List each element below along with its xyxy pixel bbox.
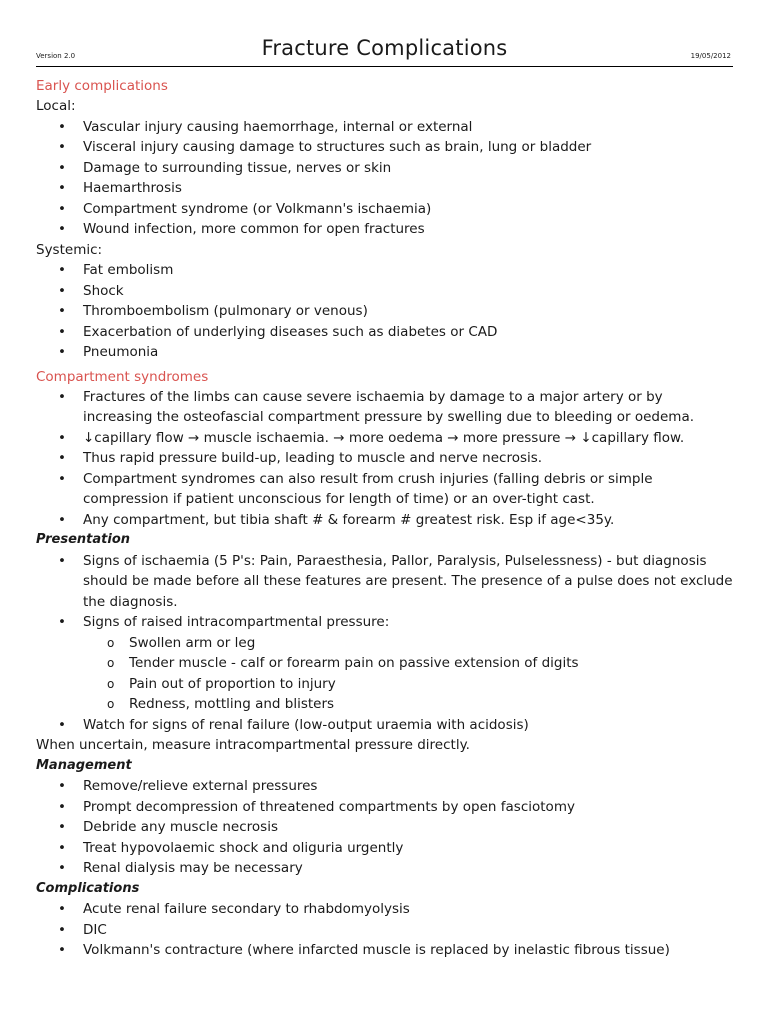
page-header — [36, 36, 733, 67]
sub-list-item: o Tender muscle - calf or forearm pain on passive extension of digits — [107, 655, 579, 671]
presentation-list — [36, 551, 736, 736]
systemic-label: Systemic: — [36, 241, 103, 258]
list-item: • Compartment syndrome (or Volkmann's ischaemia) — [58, 200, 432, 217]
early-complications-heading: Early complications — [36, 78, 168, 94]
compartment-syndromes-heading: Compartment syndromes — [36, 368, 209, 385]
systemic-list — [36, 260, 736, 363]
list-item: • Signs of ischaemia (5 P's: Pain, Paraesthesia, Pallor, Paralysis, Pulselessness) - but diagnosis should be made before all these features are present. The presence of a pulse does not exclude the diagnosis. — [58, 552, 733, 610]
complications-heading: Complications — [36, 880, 140, 896]
local-label: Local: — [36, 98, 76, 114]
list-item: • Acute renal failure secondary to rhabdomyolysis — [58, 901, 410, 917]
management-list — [36, 776, 736, 879]
list-item: • Debride any muscle necrosis — [58, 819, 278, 835]
list-item: • ↓capillary flow → muscle ischaemia. → more oedema → more pressure → ↓capillary flow. — [58, 429, 685, 446]
list-item: • Watch for signs of renal failure (low-output uraemia with acidosis) — [58, 716, 529, 733]
complications-list — [36, 899, 736, 961]
list-item: • Haemarthrosis — [58, 180, 182, 196]
list-item: • Any compartment, but tibia shaft # & forearm # greatest risk. Esp if age<35y. — [58, 511, 615, 528]
list-item: • Renal dialysis may be necessary — [58, 860, 303, 876]
management-heading: Management — [36, 757, 132, 773]
list-item: • Thromboembolism (pulmonary or venous) — [58, 303, 368, 319]
presentation-heading: Presentation — [36, 532, 131, 547]
list-item: • Exacerbation of underlying diseases such as diabetes or CAD — [58, 323, 498, 340]
presentation-note: When uncertain, measure intracompartmental pressure directly. — [36, 737, 470, 753]
sub-list-item: o Swollen arm or leg — [107, 634, 256, 651]
document-body — [36, 76, 736, 961]
list-item: • Vascular injury causing haemorrhage, internal or external — [58, 118, 473, 135]
list-item: • Volkmann's contracture (where infarcted muscle is replaced by inelastic fibrous tissue) — [58, 942, 670, 958]
compartment-list — [36, 387, 736, 531]
date-label: 19/05/2012 — [690, 52, 731, 60]
list-item: • Compartment syndromes can also result from crush injuries (falling debris or simple compression if patient unconscious for length of time) or an over-tight cast. — [58, 470, 653, 507]
list-item: • Fat embolism — [58, 262, 174, 278]
version-label: Version 2.0 — [36, 52, 76, 60]
list-item: • Pneumonia — [58, 344, 159, 360]
list-item: • Treat hypovolaemic shock and oliguria urgently — [58, 839, 404, 856]
list-item: • Signs of raised intracompartmental pressure: — [58, 614, 390, 630]
list-item: • Visceral injury causing damage to structures such as brain, lung or bladder — [58, 139, 592, 155]
list-item: • Fractures of the limbs can cause severe ischaemia by damage to a major artery or by increasing the osteofascial compartment pressure by swelling due to bleeding or oedema. — [58, 388, 695, 425]
local-list — [36, 117, 736, 240]
page-title: Fracture Complications — [261, 36, 508, 60]
list-item: • Wound infection, more common for open fractures — [58, 221, 425, 237]
list-item: • Shock — [58, 282, 124, 299]
list-item: • Prompt decompression of threatened compartments by open fasciotomy — [58, 798, 575, 815]
sub-list-item: o Pain out of proportion to injury — [107, 675, 336, 692]
list-item: • DIC — [58, 921, 107, 938]
list-item: • Thus rapid pressure build-up, leading to muscle and nerve necrosis. — [58, 450, 543, 466]
list-item: • Remove/relieve external pressures — [58, 778, 318, 794]
sub-list-item: o Redness, mottling and blisters — [107, 696, 335, 712]
list-item: • Damage to surrounding tissue, nerves or skin — [58, 159, 392, 176]
